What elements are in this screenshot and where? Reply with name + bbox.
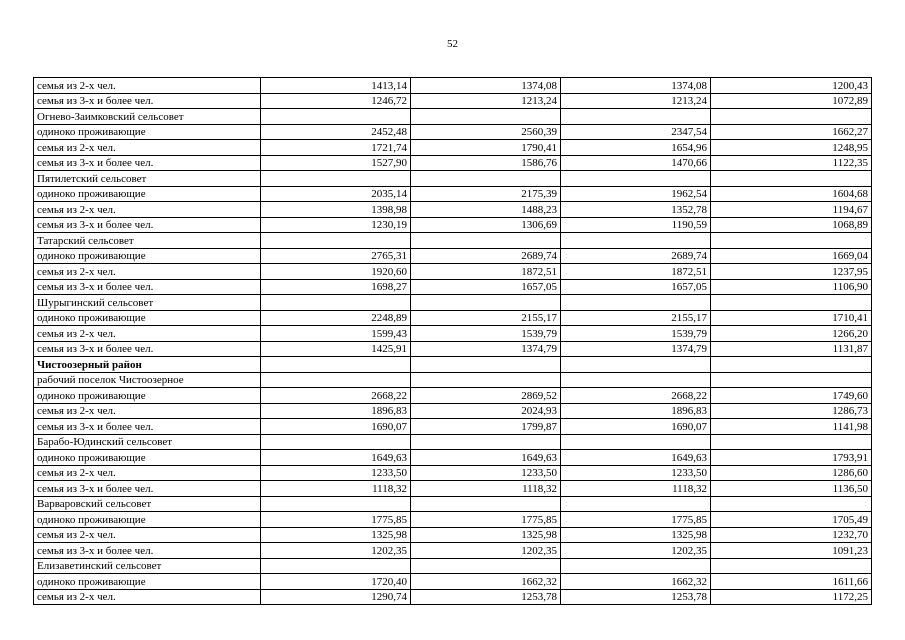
value-cell: 1233,50 bbox=[411, 465, 561, 481]
section-header-row bbox=[34, 357, 872, 373]
table-row bbox=[34, 155, 872, 171]
value-cell bbox=[561, 434, 711, 450]
value-cell: 1172,25 bbox=[711, 589, 872, 605]
value-cell: 1962,54 bbox=[561, 186, 711, 202]
table-row bbox=[34, 202, 872, 218]
value-cell: 1118,32 bbox=[561, 481, 711, 497]
section-header-row bbox=[34, 496, 872, 512]
value-cell: 1253,78 bbox=[561, 589, 711, 605]
value-cell: 1352,78 bbox=[561, 202, 711, 218]
value-cell: 1248,95 bbox=[711, 140, 872, 156]
value-cell: 1266,20 bbox=[711, 326, 872, 342]
value-cell: 1599,43 bbox=[261, 326, 411, 342]
value-cell: 1793,91 bbox=[711, 450, 872, 466]
value-cell: 1790,41 bbox=[411, 140, 561, 156]
value-cell: 1669,04 bbox=[711, 248, 872, 264]
value-cell bbox=[261, 558, 411, 574]
section-name: рабочий поселок Чистоозерное bbox=[34, 372, 261, 388]
value-cell: 2175,39 bbox=[411, 186, 561, 202]
table-row bbox=[34, 465, 872, 481]
value-cell: 1233,50 bbox=[261, 465, 411, 481]
table-row bbox=[34, 419, 872, 435]
value-cell: 1896,83 bbox=[261, 403, 411, 419]
value-cell: 1202,35 bbox=[261, 543, 411, 559]
value-cell: 1586,76 bbox=[411, 155, 561, 171]
value-cell: 1374,79 bbox=[561, 341, 711, 357]
table-row bbox=[34, 341, 872, 357]
table-row bbox=[34, 264, 872, 280]
value-cell bbox=[711, 496, 872, 512]
value-cell: 1068,89 bbox=[711, 217, 872, 233]
value-cell bbox=[711, 357, 872, 373]
value-cell: 2689,74 bbox=[561, 248, 711, 264]
value-cell: 1232,70 bbox=[711, 527, 872, 543]
table-row bbox=[34, 186, 872, 202]
value-cell bbox=[261, 434, 411, 450]
section-header-row bbox=[34, 109, 872, 125]
value-cell: 1118,32 bbox=[261, 481, 411, 497]
value-cell: 1202,35 bbox=[411, 543, 561, 559]
value-cell: 1374,79 bbox=[411, 341, 561, 357]
value-cell bbox=[411, 109, 561, 125]
value-cell: 1072,89 bbox=[711, 93, 872, 109]
value-cell bbox=[561, 109, 711, 125]
value-cell: 1237,95 bbox=[711, 264, 872, 280]
value-cell bbox=[711, 109, 872, 125]
value-cell bbox=[261, 109, 411, 125]
value-cell: 1202,35 bbox=[561, 543, 711, 559]
household-type-cell: семья из 2-х чел. bbox=[34, 264, 261, 280]
value-cell: 2347,54 bbox=[561, 124, 711, 140]
household-type-cell: одиноко проживающие bbox=[34, 310, 261, 326]
table-row bbox=[34, 310, 872, 326]
value-cell: 1527,90 bbox=[261, 155, 411, 171]
household-type-cell: одиноко проживающие bbox=[34, 450, 261, 466]
value-cell bbox=[261, 357, 411, 373]
value-cell: 1775,85 bbox=[561, 512, 711, 528]
household-type-cell: одиноко проживающие bbox=[34, 574, 261, 590]
household-type-cell: семья из 2-х чел. bbox=[34, 140, 261, 156]
value-cell: 2452,48 bbox=[261, 124, 411, 140]
section-header-row bbox=[34, 434, 872, 450]
value-cell: 1649,63 bbox=[561, 450, 711, 466]
section-name: Пятилетский сельсовет bbox=[34, 171, 261, 187]
household-type-cell: одиноко проживающие bbox=[34, 248, 261, 264]
household-type-cell: семья из 2-х чел. bbox=[34, 527, 261, 543]
cost-table bbox=[33, 77, 872, 605]
table-row bbox=[34, 140, 872, 156]
value-cell: 1325,98 bbox=[561, 527, 711, 543]
section-name: Шурыгинский сельсовет bbox=[34, 295, 261, 311]
household-type-cell: семья из 2-х чел. bbox=[34, 465, 261, 481]
value-cell: 1253,78 bbox=[411, 589, 561, 605]
table-row bbox=[34, 527, 872, 543]
value-cell: 1721,74 bbox=[261, 140, 411, 156]
household-type-cell: одиноко проживающие bbox=[34, 186, 261, 202]
household-type-cell: семья из 2-х чел. bbox=[34, 403, 261, 419]
section-name: Барабо-Юдинский сельсовет bbox=[34, 434, 261, 450]
value-cell: 1775,85 bbox=[261, 512, 411, 528]
household-type-cell: семья из 3-х и более чел. bbox=[34, 481, 261, 497]
value-cell: 1325,98 bbox=[411, 527, 561, 543]
table-row bbox=[34, 481, 872, 497]
section-name: Огнево-Заимковский сельсовет bbox=[34, 109, 261, 125]
household-type-cell: семья из 2-х чел. bbox=[34, 326, 261, 342]
value-cell: 1654,96 bbox=[561, 140, 711, 156]
value-cell bbox=[411, 357, 561, 373]
table-row bbox=[34, 248, 872, 264]
value-cell: 2024,93 bbox=[411, 403, 561, 419]
value-cell: 1649,63 bbox=[411, 450, 561, 466]
section-header-row bbox=[34, 295, 872, 311]
value-cell bbox=[561, 233, 711, 249]
household-type-cell: одиноко проживающие bbox=[34, 512, 261, 528]
value-cell: 1213,24 bbox=[561, 93, 711, 109]
value-cell: 1246,72 bbox=[261, 93, 411, 109]
household-type-cell: семья из 3-х и более чел. bbox=[34, 155, 261, 171]
value-cell: 1604,68 bbox=[711, 186, 872, 202]
value-cell bbox=[711, 434, 872, 450]
value-cell: 1325,98 bbox=[261, 527, 411, 543]
value-cell: 2155,17 bbox=[411, 310, 561, 326]
value-cell: 1657,05 bbox=[561, 279, 711, 295]
page-number: 52 bbox=[447, 38, 458, 50]
table-row bbox=[34, 388, 872, 404]
value-cell: 1194,67 bbox=[711, 202, 872, 218]
value-cell: 1690,07 bbox=[561, 419, 711, 435]
section-name: Елизаветинский сельсовет bbox=[34, 558, 261, 574]
table-row bbox=[34, 512, 872, 528]
value-cell: 1662,27 bbox=[711, 124, 872, 140]
value-cell: 1539,79 bbox=[411, 326, 561, 342]
household-type-cell: одиноко проживающие bbox=[34, 388, 261, 404]
household-type-cell: семья из 2-х чел. bbox=[34, 589, 261, 605]
table-row bbox=[34, 326, 872, 342]
value-cell: 1488,23 bbox=[411, 202, 561, 218]
value-cell: 2248,89 bbox=[261, 310, 411, 326]
value-cell bbox=[561, 357, 711, 373]
value-cell: 2155,17 bbox=[561, 310, 711, 326]
value-cell: 1611,66 bbox=[711, 574, 872, 590]
value-cell bbox=[261, 372, 411, 388]
value-cell: 1425,91 bbox=[261, 341, 411, 357]
value-cell: 1136,50 bbox=[711, 481, 872, 497]
value-cell: 1131,87 bbox=[711, 341, 872, 357]
value-cell: 2560,39 bbox=[411, 124, 561, 140]
household-type-cell: одиноко проживающие bbox=[34, 124, 261, 140]
section-name: Татарский сельсовет bbox=[34, 233, 261, 249]
value-cell bbox=[261, 171, 411, 187]
value-cell: 1413,14 bbox=[261, 78, 411, 94]
value-cell: 1896,83 bbox=[561, 403, 711, 419]
value-cell bbox=[411, 295, 561, 311]
household-type-cell: семья из 2-х чел. bbox=[34, 78, 261, 94]
value-cell bbox=[711, 295, 872, 311]
value-cell: 1539,79 bbox=[561, 326, 711, 342]
table-row bbox=[34, 93, 872, 109]
value-cell: 1920,60 bbox=[261, 264, 411, 280]
value-cell bbox=[711, 372, 872, 388]
value-cell: 1374,08 bbox=[411, 78, 561, 94]
value-cell: 2668,22 bbox=[561, 388, 711, 404]
value-cell: 1213,24 bbox=[411, 93, 561, 109]
household-type-cell: семья из 3-х и более чел. bbox=[34, 93, 261, 109]
value-cell: 1749,60 bbox=[711, 388, 872, 404]
value-cell: 1799,87 bbox=[411, 419, 561, 435]
value-cell: 2689,74 bbox=[411, 248, 561, 264]
household-type-cell: семья из 3-х и более чел. bbox=[34, 419, 261, 435]
value-cell: 1233,50 bbox=[561, 465, 711, 481]
value-cell bbox=[261, 233, 411, 249]
value-cell: 1290,74 bbox=[261, 589, 411, 605]
section-header-row bbox=[34, 171, 872, 187]
value-cell bbox=[411, 372, 561, 388]
value-cell: 2765,31 bbox=[261, 248, 411, 264]
table-row bbox=[34, 124, 872, 140]
household-type-cell: семья из 2-х чел. bbox=[34, 202, 261, 218]
value-cell bbox=[711, 558, 872, 574]
value-cell bbox=[411, 434, 561, 450]
value-cell: 1872,51 bbox=[411, 264, 561, 280]
value-cell: 2869,52 bbox=[411, 388, 561, 404]
value-cell: 1872,51 bbox=[561, 264, 711, 280]
section-name: Варваровский сельсовет bbox=[34, 496, 261, 512]
value-cell bbox=[411, 233, 561, 249]
value-cell: 1306,69 bbox=[411, 217, 561, 233]
section-name: Чистоозерный район bbox=[34, 357, 261, 373]
value-cell: 2668,22 bbox=[261, 388, 411, 404]
table-row bbox=[34, 78, 872, 94]
value-cell bbox=[411, 496, 561, 512]
table-row bbox=[34, 279, 872, 295]
table-row bbox=[34, 217, 872, 233]
household-type-cell: семья из 3-х и более чел. bbox=[34, 279, 261, 295]
value-cell: 1470,66 bbox=[561, 155, 711, 171]
section-header-row bbox=[34, 233, 872, 249]
value-cell bbox=[711, 171, 872, 187]
value-cell: 1775,85 bbox=[411, 512, 561, 528]
household-type-cell: семья из 3-х и более чел. bbox=[34, 543, 261, 559]
value-cell: 1649,63 bbox=[261, 450, 411, 466]
value-cell: 1705,49 bbox=[711, 512, 872, 528]
section-header-row bbox=[34, 372, 872, 388]
value-cell: 1657,05 bbox=[411, 279, 561, 295]
table-row bbox=[34, 543, 872, 559]
value-cell: 1662,32 bbox=[411, 574, 561, 590]
value-cell: 1286,60 bbox=[711, 465, 872, 481]
household-type-cell: семья из 3-х и более чел. bbox=[34, 217, 261, 233]
value-cell bbox=[561, 295, 711, 311]
value-cell: 1141,98 bbox=[711, 419, 872, 435]
value-cell: 1118,32 bbox=[411, 481, 561, 497]
value-cell: 1710,41 bbox=[711, 310, 872, 326]
value-cell bbox=[261, 295, 411, 311]
value-cell: 1286,73 bbox=[711, 403, 872, 419]
value-cell bbox=[411, 558, 561, 574]
table-row bbox=[34, 450, 872, 466]
value-cell: 1698,27 bbox=[261, 279, 411, 295]
value-cell: 1374,08 bbox=[561, 78, 711, 94]
value-cell bbox=[711, 233, 872, 249]
value-cell bbox=[261, 496, 411, 512]
value-cell: 1230,19 bbox=[261, 217, 411, 233]
value-cell: 2035,14 bbox=[261, 186, 411, 202]
value-cell: 1662,32 bbox=[561, 574, 711, 590]
value-cell: 1190,59 bbox=[561, 217, 711, 233]
value-cell bbox=[561, 171, 711, 187]
table-body bbox=[34, 78, 872, 605]
value-cell bbox=[561, 496, 711, 512]
value-cell: 1091,23 bbox=[711, 543, 872, 559]
value-cell: 1200,43 bbox=[711, 78, 872, 94]
table-row bbox=[34, 574, 872, 590]
value-cell: 1398,98 bbox=[261, 202, 411, 218]
value-cell: 1720,40 bbox=[261, 574, 411, 590]
value-cell bbox=[411, 171, 561, 187]
value-cell: 1106,90 bbox=[711, 279, 872, 295]
section-header-row bbox=[34, 558, 872, 574]
value-cell: 1690,07 bbox=[261, 419, 411, 435]
value-cell bbox=[561, 372, 711, 388]
table-row bbox=[34, 403, 872, 419]
value-cell: 1122,35 bbox=[711, 155, 872, 171]
value-cell bbox=[561, 558, 711, 574]
table-row bbox=[34, 589, 872, 605]
household-type-cell: семья из 3-х и более чел. bbox=[34, 341, 261, 357]
